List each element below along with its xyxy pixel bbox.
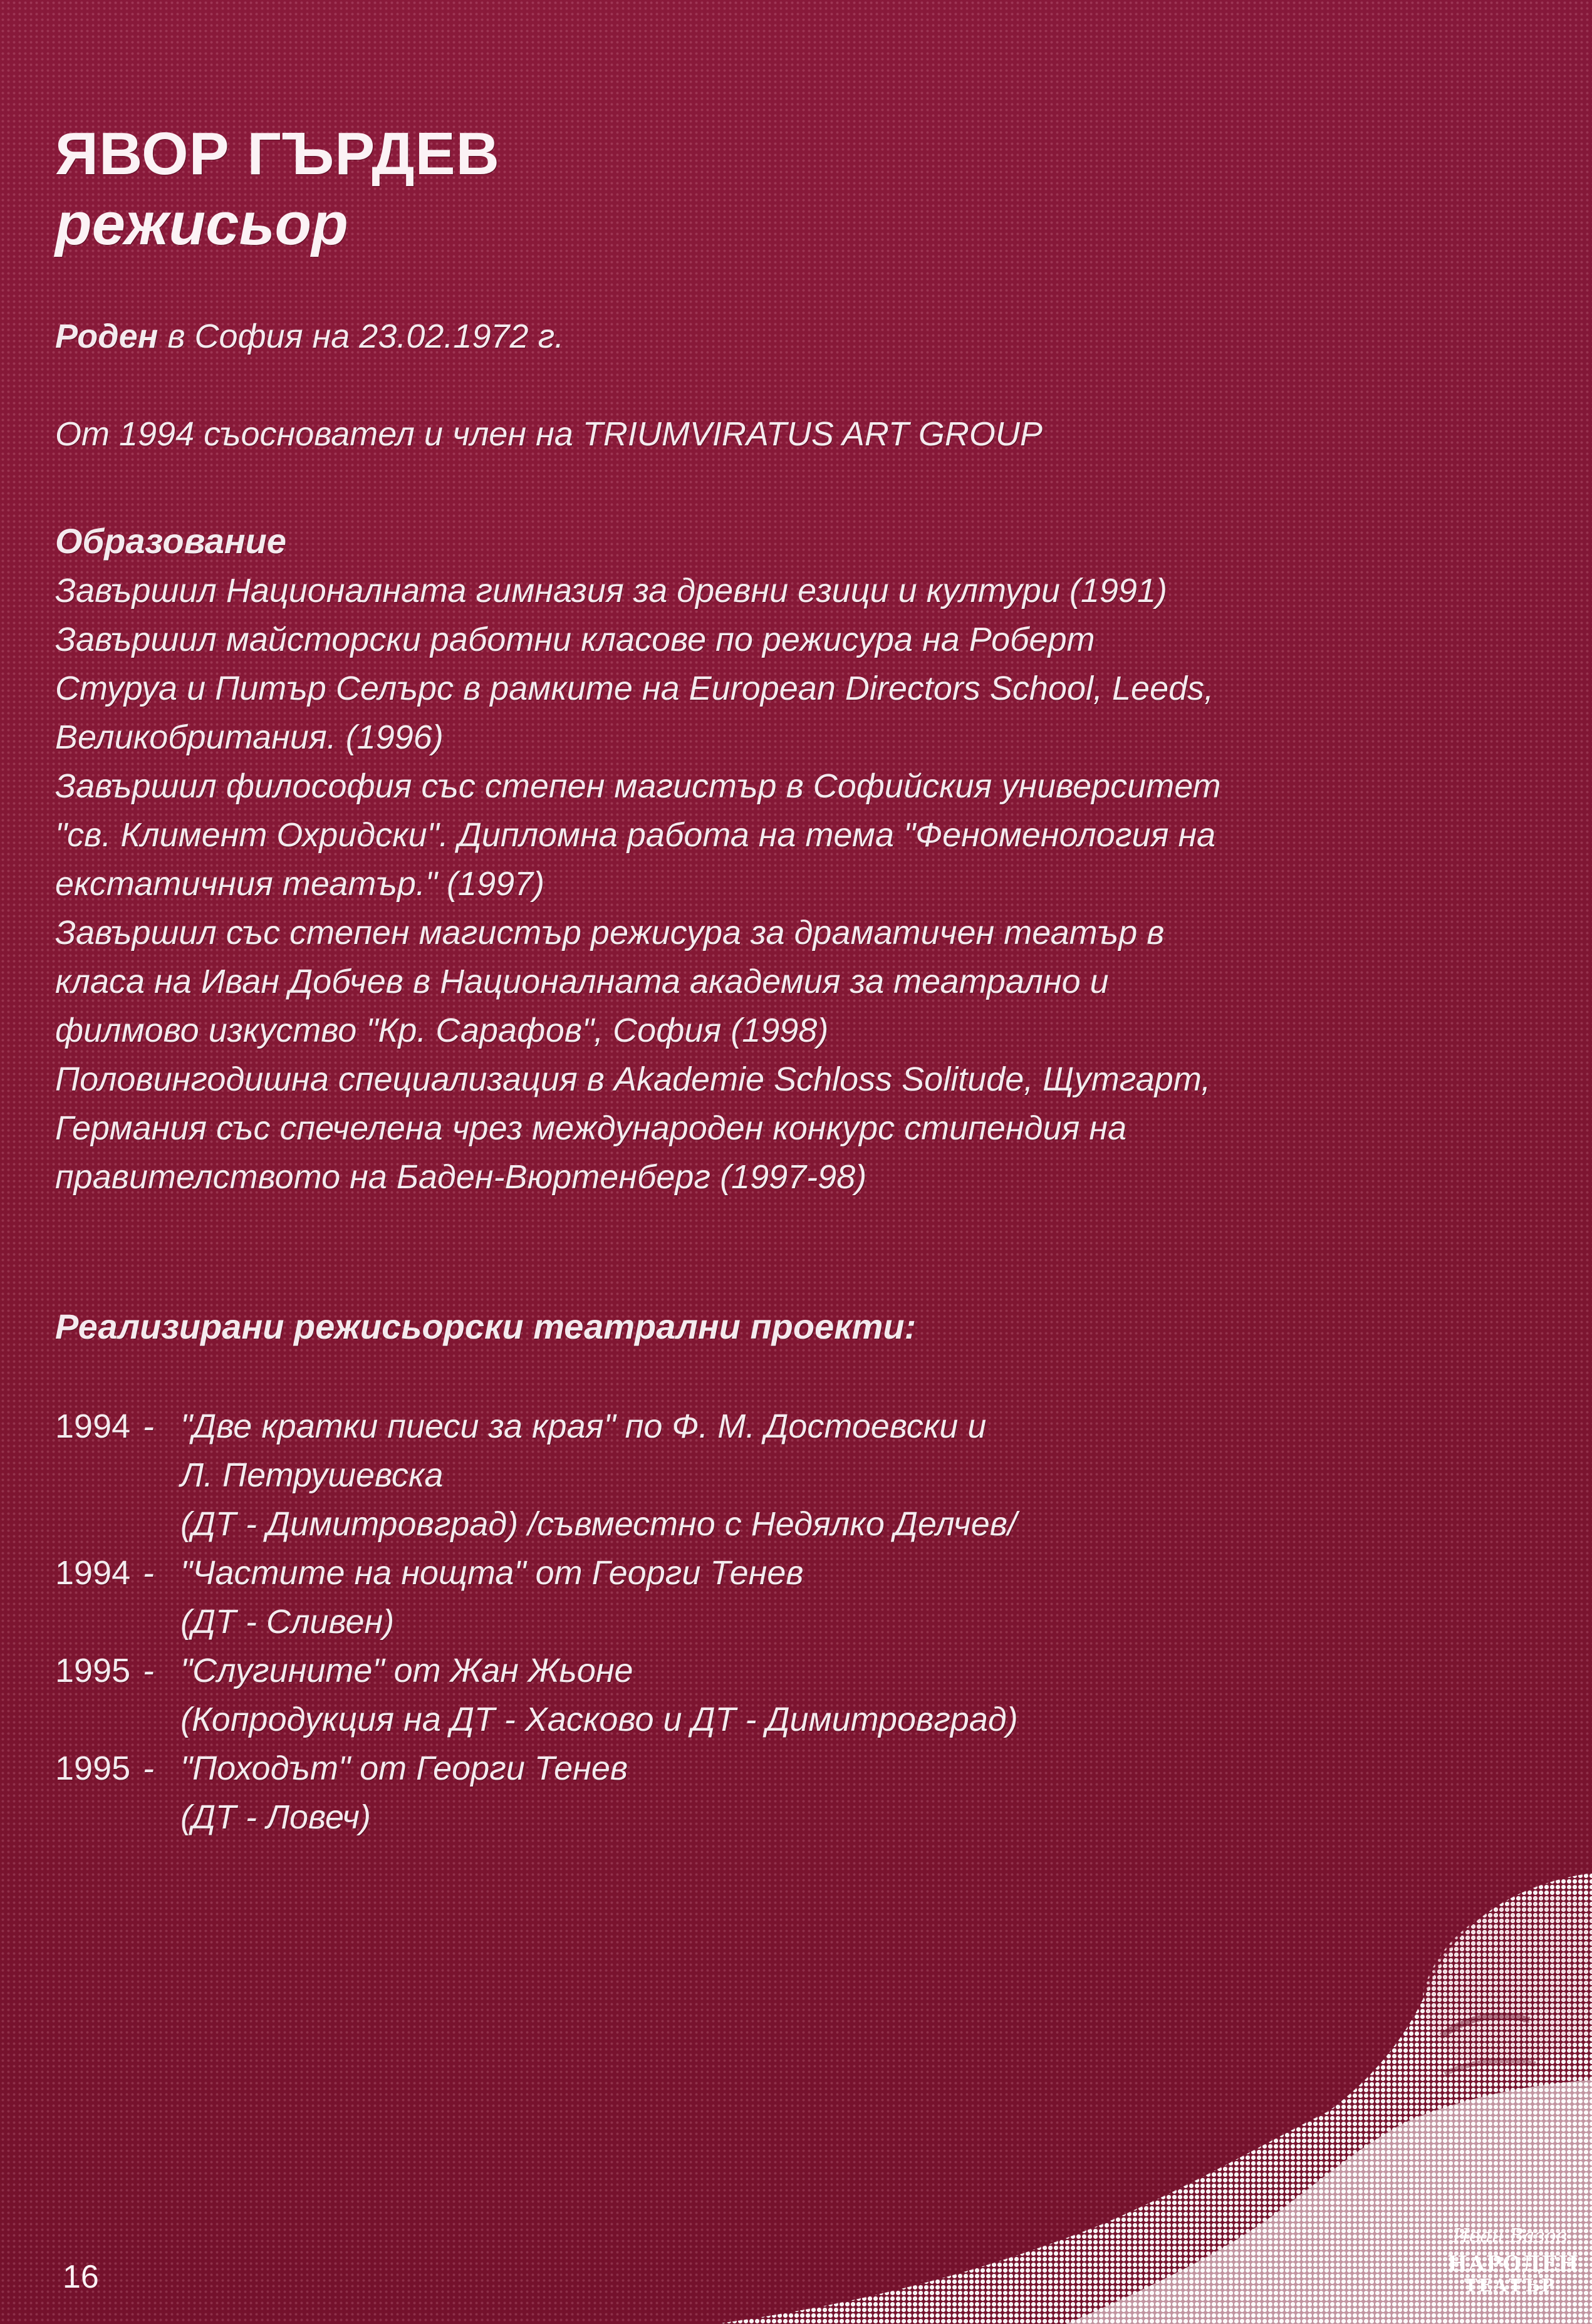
projects-list xyxy=(55,1402,1459,1842)
born-line xyxy=(55,312,1459,361)
project-line xyxy=(55,1548,1459,1597)
education-line: филмово изкуство "Кр. Сарафов", София (1998) xyxy=(55,1012,829,1049)
logo-text-line1: НАРОДЕН xyxy=(1447,2251,1579,2276)
project-detail: (Копродукция на ДТ - Хасково и ДТ - Димитровград) xyxy=(180,1701,1018,1738)
project-detail: (ДТ - Димитровград) /съвместно с Недялко Делчев/ xyxy=(180,1505,1017,1543)
project-title: "Слугините" от Жан Жьоне xyxy=(180,1652,633,1689)
project-dash: - xyxy=(143,1554,154,1592)
education-line: класа на Иван Добчев в Националната академия за театрално и xyxy=(55,963,1109,1000)
education-line: "св. Климент Охридски". Дипломна работа на тема "Феноменология на xyxy=(55,816,1216,854)
born-label: Роден xyxy=(55,318,159,355)
content xyxy=(55,119,1459,1842)
education-line: Завършил със степен магистър режисура за драматичен театър в xyxy=(55,914,1165,952)
education-section xyxy=(55,516,1459,1201)
education-line: Завършил философия със степен магистър в Софийския университет xyxy=(55,767,1221,805)
education-line: Великобритания. (1996) xyxy=(55,718,444,756)
education-line: Стуруа и Питър Селърс в рамките на European Directors School, Leeds, xyxy=(55,670,1214,707)
project-line xyxy=(55,1646,1459,1695)
education-line: Завършил майсторски работни класове по режисура на Роберт xyxy=(55,621,1095,658)
education-heading: Образование xyxy=(55,521,287,561)
project-detail: (ДТ - Сливен) xyxy=(180,1603,395,1641)
cofounder-line: От 1994 съосновател и член на TRIUMVIRATUS ART GROUP xyxy=(55,415,1043,453)
logo-signature: Иван Вазов xyxy=(1452,2225,1568,2247)
project-title: "Две кратки пиеси за края" по Ф. М. Достоевски и xyxy=(180,1408,987,1445)
project-title: "Походът" от Георги Тенев xyxy=(180,1750,628,1787)
education-line: Германия със спечелена чрез международен конкурс стипендия на xyxy=(55,1109,1127,1147)
project-dash: - xyxy=(143,1750,154,1787)
project-item xyxy=(55,1646,1459,1744)
theatre-logo xyxy=(1447,2221,1579,2315)
project-item xyxy=(55,1744,1459,1842)
projects-heading: Реализирани режисьорски театрални проекти: xyxy=(55,1307,917,1346)
project-detail: Л. Петрушевска xyxy=(180,1456,444,1494)
project-dash: - xyxy=(143,1652,154,1689)
project-line xyxy=(55,1402,1459,1451)
education-line: Половингодишна специализация в Akademie Schloss Solitude, Щутгарт, xyxy=(55,1061,1211,1098)
project-line xyxy=(55,1744,1459,1793)
project-year: 1994 xyxy=(55,1408,131,1445)
education-line: правителството на Баден-Вюртенберг (1997-98) xyxy=(55,1158,867,1196)
person-role: режисьор xyxy=(55,190,348,257)
project-year: 1995 xyxy=(55,1652,131,1689)
education-line: екстатичния театър." (1997) xyxy=(55,865,545,903)
project-title: "Частите на нощта" от Георги Тенев xyxy=(180,1554,804,1592)
logo-text-line2: ТЕАТЪР xyxy=(1464,2275,1556,2296)
project-year: 1995 xyxy=(55,1750,131,1787)
born-text: в София на 23.02.1972 г. xyxy=(158,318,564,355)
page-number: 16 xyxy=(63,2259,99,2295)
education-line: Завършил Националната гимназия за древни езици и култури (1991) xyxy=(55,572,1167,610)
person-name: ЯВОР ГЪРДЕВ xyxy=(55,120,500,187)
project-detail: (ДТ - Ловеч) xyxy=(180,1798,371,1836)
project-year: 1994 xyxy=(55,1554,131,1592)
project-item xyxy=(55,1402,1459,1548)
project-dash: - xyxy=(143,1408,154,1445)
project-item xyxy=(55,1548,1459,1646)
